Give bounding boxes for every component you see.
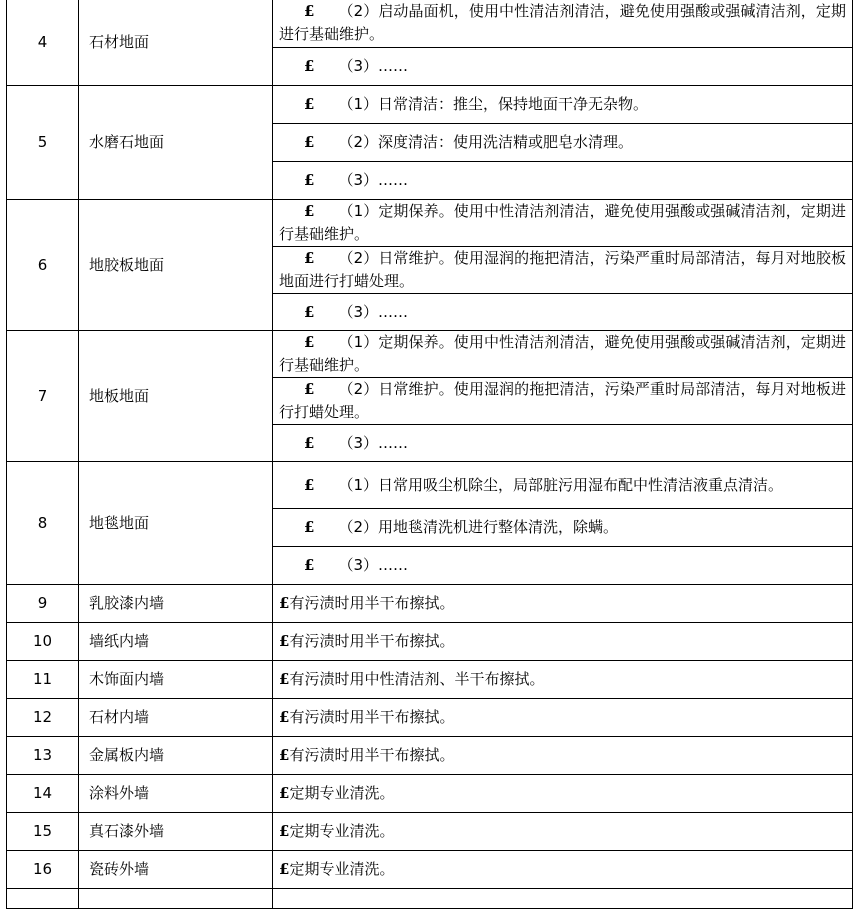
maintenance-table bbox=[6, 0, 853, 909]
cleaning-step: £ （3）…… bbox=[273, 48, 853, 86]
row-number: 4 bbox=[7, 0, 79, 86]
cleaning-step: £ （1）定期保养。使用中性清洁剂清洁，避免使用强酸或强碱清洁剂，定期进行基础维护。 bbox=[273, 200, 853, 247]
row-number: 8 bbox=[7, 462, 79, 585]
cleaning-step: £ （1）定期保养。使用中性清洁剂清洁，避免使用强酸或强碱清洁剂，定期进行基础维护。 bbox=[273, 331, 853, 378]
cleaning-step: £有污渍时用中性清洁剂、半干布擦拭。 bbox=[273, 661, 853, 699]
surface-name: 涂料外墙 bbox=[79, 775, 273, 813]
checkbox-bullet-icon: £ bbox=[279, 784, 290, 802]
table-row bbox=[7, 775, 853, 813]
row-number: 14 bbox=[7, 775, 79, 813]
table-row bbox=[7, 889, 853, 909]
checkbox-bullet-icon: £ bbox=[279, 746, 290, 764]
table-row bbox=[7, 0, 853, 48]
row-number: 15 bbox=[7, 813, 79, 851]
checkbox-bullet-icon: £ bbox=[304, 95, 315, 113]
checkbox-bullet-icon: £ bbox=[304, 57, 315, 75]
surface-name: 瓷砖外墙 bbox=[79, 851, 273, 889]
surface-name: 乳胶漆内墙 bbox=[79, 585, 273, 623]
cleaning-step: £ （2）深度清洁：使用洗洁精或肥皂水清理。 bbox=[273, 124, 853, 162]
cleaning-step: £ （2）日常维护。使用湿润的拖把清洁，污染严重时局部清洁，每月对地胶板地面进行打蜡处理。 bbox=[273, 247, 853, 294]
table-row bbox=[7, 851, 853, 889]
surface-name: 石材内墙 bbox=[79, 699, 273, 737]
checkbox-bullet-icon: £ bbox=[304, 475, 315, 494]
cleaning-step: £有污渍时用半干布擦拭。 bbox=[273, 623, 853, 661]
row-number: 11 bbox=[7, 661, 79, 699]
table-row bbox=[7, 699, 853, 737]
checkbox-bullet-icon: £ bbox=[279, 594, 290, 612]
row-number: 5 bbox=[7, 86, 79, 200]
surface-name: 地毯地面 bbox=[79, 462, 273, 585]
cleaning-step: £有污渍时用半干布擦拭。 bbox=[273, 699, 853, 737]
checkbox-bullet-icon: £ bbox=[304, 202, 315, 220]
cleaning-step: £定期专业清洗。 bbox=[273, 813, 853, 851]
surface-name: 真石漆外墙 bbox=[79, 813, 273, 851]
table-row bbox=[7, 623, 853, 661]
cleaning-step: £ （1）日常用吸尘机除尘，局部脏污用湿布配中性清洁液重点清洁。 bbox=[273, 462, 853, 509]
checkbox-bullet-icon: £ bbox=[304, 2, 315, 20]
empty-cell bbox=[7, 889, 79, 909]
table-row bbox=[7, 737, 853, 775]
surface-name: 墙纸内墙 bbox=[79, 623, 273, 661]
empty-cell bbox=[273, 889, 853, 909]
checkbox-bullet-icon: £ bbox=[304, 556, 315, 574]
row-number: 16 bbox=[7, 851, 79, 889]
table-row bbox=[7, 813, 853, 851]
checkbox-bullet-icon: £ bbox=[304, 518, 315, 536]
checkbox-bullet-icon: £ bbox=[279, 670, 290, 688]
row-number: 13 bbox=[7, 737, 79, 775]
table-row bbox=[7, 661, 853, 699]
cleaning-step: £ （2）日常维护。使用湿润的拖把清洁，污染严重时局部清洁，每月对地板进行打蜡处理。 bbox=[273, 378, 853, 425]
cleaning-step: £ （3）…… bbox=[273, 425, 853, 462]
surface-name: 水磨石地面 bbox=[79, 86, 273, 200]
row-number: 12 bbox=[7, 699, 79, 737]
cleaning-step: £ （1）日常清洁：推尘，保持地面干净无杂物。 bbox=[273, 86, 853, 124]
cleaning-step: £定期专业清洗。 bbox=[273, 851, 853, 889]
cleaning-step: £ （3）…… bbox=[273, 547, 853, 585]
surface-name: 金属板内墙 bbox=[79, 737, 273, 775]
cleaning-step: £ （3）…… bbox=[273, 294, 853, 331]
cleaning-step: £ （2）启动晶面机，使用中性清洁剂清洁，避免使用强酸或强碱清洁剂，定期进行基础维护。 bbox=[273, 0, 853, 48]
checkbox-bullet-icon: £ bbox=[304, 333, 315, 351]
surface-name: 木饰面内墙 bbox=[79, 661, 273, 699]
table-row bbox=[7, 200, 853, 247]
checkbox-bullet-icon: £ bbox=[279, 632, 290, 650]
checkbox-bullet-icon: £ bbox=[304, 380, 315, 398]
surface-name: 地板地面 bbox=[79, 331, 273, 462]
cleaning-step: £ （2）用地毯清洗机进行整体清洗，除螨。 bbox=[273, 509, 853, 547]
cleaning-step: £定期专业清洗。 bbox=[273, 775, 853, 813]
row-number: 9 bbox=[7, 585, 79, 623]
checkbox-bullet-icon: £ bbox=[304, 249, 315, 267]
surface-name: 地胶板地面 bbox=[79, 200, 273, 331]
table-row bbox=[7, 585, 853, 623]
surface-name: 石材地面 bbox=[79, 0, 273, 86]
table-row bbox=[7, 331, 853, 378]
checkbox-bullet-icon: £ bbox=[304, 302, 315, 321]
cleaning-step: £ （3）…… bbox=[273, 162, 853, 200]
cleaning-step: £有污渍时用半干布擦拭。 bbox=[273, 737, 853, 775]
checkbox-bullet-icon: £ bbox=[304, 133, 315, 151]
row-number: 6 bbox=[7, 200, 79, 331]
checkbox-bullet-icon: £ bbox=[279, 860, 290, 878]
checkbox-bullet-icon: £ bbox=[279, 708, 290, 726]
checkbox-bullet-icon: £ bbox=[279, 822, 290, 840]
empty-cell bbox=[79, 889, 273, 909]
row-number: 10 bbox=[7, 623, 79, 661]
row-number: 7 bbox=[7, 331, 79, 462]
table-row bbox=[7, 462, 853, 509]
cleaning-step: £有污渍时用半干布擦拭。 bbox=[273, 585, 853, 623]
checkbox-bullet-icon: £ bbox=[304, 171, 315, 189]
table-row bbox=[7, 86, 853, 124]
checkbox-bullet-icon: £ bbox=[304, 433, 315, 452]
